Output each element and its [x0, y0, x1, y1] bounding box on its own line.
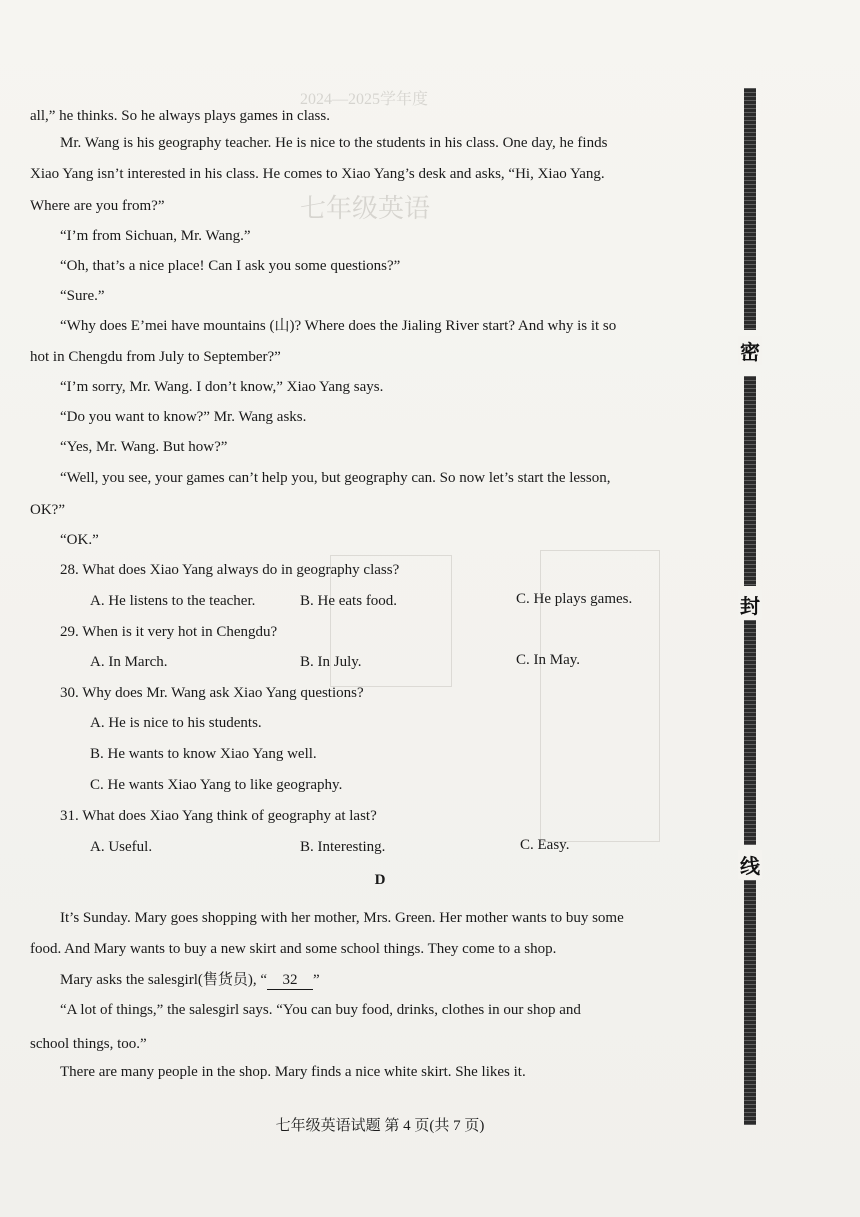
- passage-text: ”: [313, 972, 320, 988]
- question-option: B. Interesting.: [300, 839, 386, 855]
- page-footer: 七年级英语试题 第 4 页(共 7 页): [275, 1118, 485, 1134]
- section-heading: D: [374, 872, 386, 888]
- question-option: A. In March.: [90, 654, 168, 670]
- question-option: B. He wants to know Xiao Yang well.: [90, 746, 317, 762]
- seal-mark: 线: [738, 850, 762, 879]
- question-option: B. He eats food.: [300, 593, 398, 609]
- passage-line: “Sure.”: [60, 288, 105, 304]
- passage-line: “Yes, Mr. Wang. But how?”: [60, 439, 228, 455]
- seal-mark: 封: [738, 590, 762, 619]
- passage-line: It’s Sunday. Mary goes shopping with her mother, Mrs. Green. Her mother wants to buy some: [60, 910, 624, 926]
- passage-line: “Well, you see, your games can’t help you, but geography can. So now let’s start the lesson,: [60, 470, 611, 486]
- passage-line: Xiao Yang isn’t interested in his class. He comes to Xiao Yang’s desk and asks, “Hi, Xiao Yang.: [30, 166, 605, 182]
- passage-line: Where are you from?”: [30, 198, 165, 214]
- question-option: A. Useful.: [90, 839, 153, 855]
- question-option: B. In July.: [300, 654, 362, 670]
- passage-line: OK?”: [30, 502, 65, 518]
- passage-line: all,” he thinks. So he always plays games in class.: [30, 108, 330, 124]
- passage-line: “I’m sorry, Mr. Wang. I don’t know,” Xiao Yang says.: [60, 379, 384, 395]
- question-option: A. He listens to the teacher.: [90, 593, 256, 609]
- question-option: C. He wants Xiao Yang to like geography.: [90, 777, 343, 793]
- passage-line: hot in Chengdu from July to September?”: [30, 349, 281, 365]
- seal-mark: 密: [738, 336, 762, 365]
- question-option: C. He plays games.: [516, 591, 633, 607]
- binding-strip: [744, 880, 756, 1125]
- passage-line: “Do you want to know?” Mr. Wang asks.: [60, 409, 307, 425]
- binding-strip: [744, 376, 756, 586]
- passage-line: [60, 970, 320, 990]
- passage-line: “Oh, that’s a nice place! Can I ask you some questions?”: [60, 258, 401, 274]
- passage-line: There are many people in the shop. Mary finds a nice white skirt. She likes it.: [60, 1064, 526, 1080]
- question-stem: 31. What does Xiao Yang think of geography at last?: [60, 808, 377, 824]
- passage-text: Mary asks the salesgirl(售货员), “: [60, 972, 268, 988]
- question-option: C. In May.: [516, 652, 581, 668]
- passage-line: “I’m from Sichuan, Mr. Wang.”: [60, 228, 251, 244]
- passage-line: “Why does E’mei have mountains (山)? Where does the Jialing River start? And why is it so: [60, 318, 617, 334]
- question-option: C. Easy.: [520, 837, 570, 853]
- binding-strip: [744, 620, 756, 845]
- passage-line: “A lot of things,” the salesgirl says. “You can buy food, drinks, clothes in our shop and: [60, 1002, 581, 1018]
- passage-line: school things, too.”: [30, 1036, 147, 1052]
- question-stem: 28. What does Xiao Yang always do in geography class?: [60, 562, 400, 578]
- binding-strip: [744, 88, 756, 330]
- bleed-through-text: 2024—2025学年度: [300, 91, 429, 108]
- bleed-through-text: 七年级英语: [300, 194, 431, 223]
- answer-blank: 32: [267, 971, 313, 990]
- passage-line: “OK.”: [60, 532, 99, 548]
- passage-line: food. And Mary wants to buy a new skirt and some school things. They come to a shop.: [30, 941, 557, 957]
- passage-line: Mr. Wang is his geography teacher. He is nice to the students in his class. One day, he finds: [60, 135, 608, 151]
- question-option: A. He is nice to his students.: [90, 715, 262, 731]
- question-stem: 29. When is it very hot in Chengdu?: [60, 624, 278, 640]
- question-stem: 30. Why does Mr. Wang ask Xiao Yang questions?: [60, 685, 364, 701]
